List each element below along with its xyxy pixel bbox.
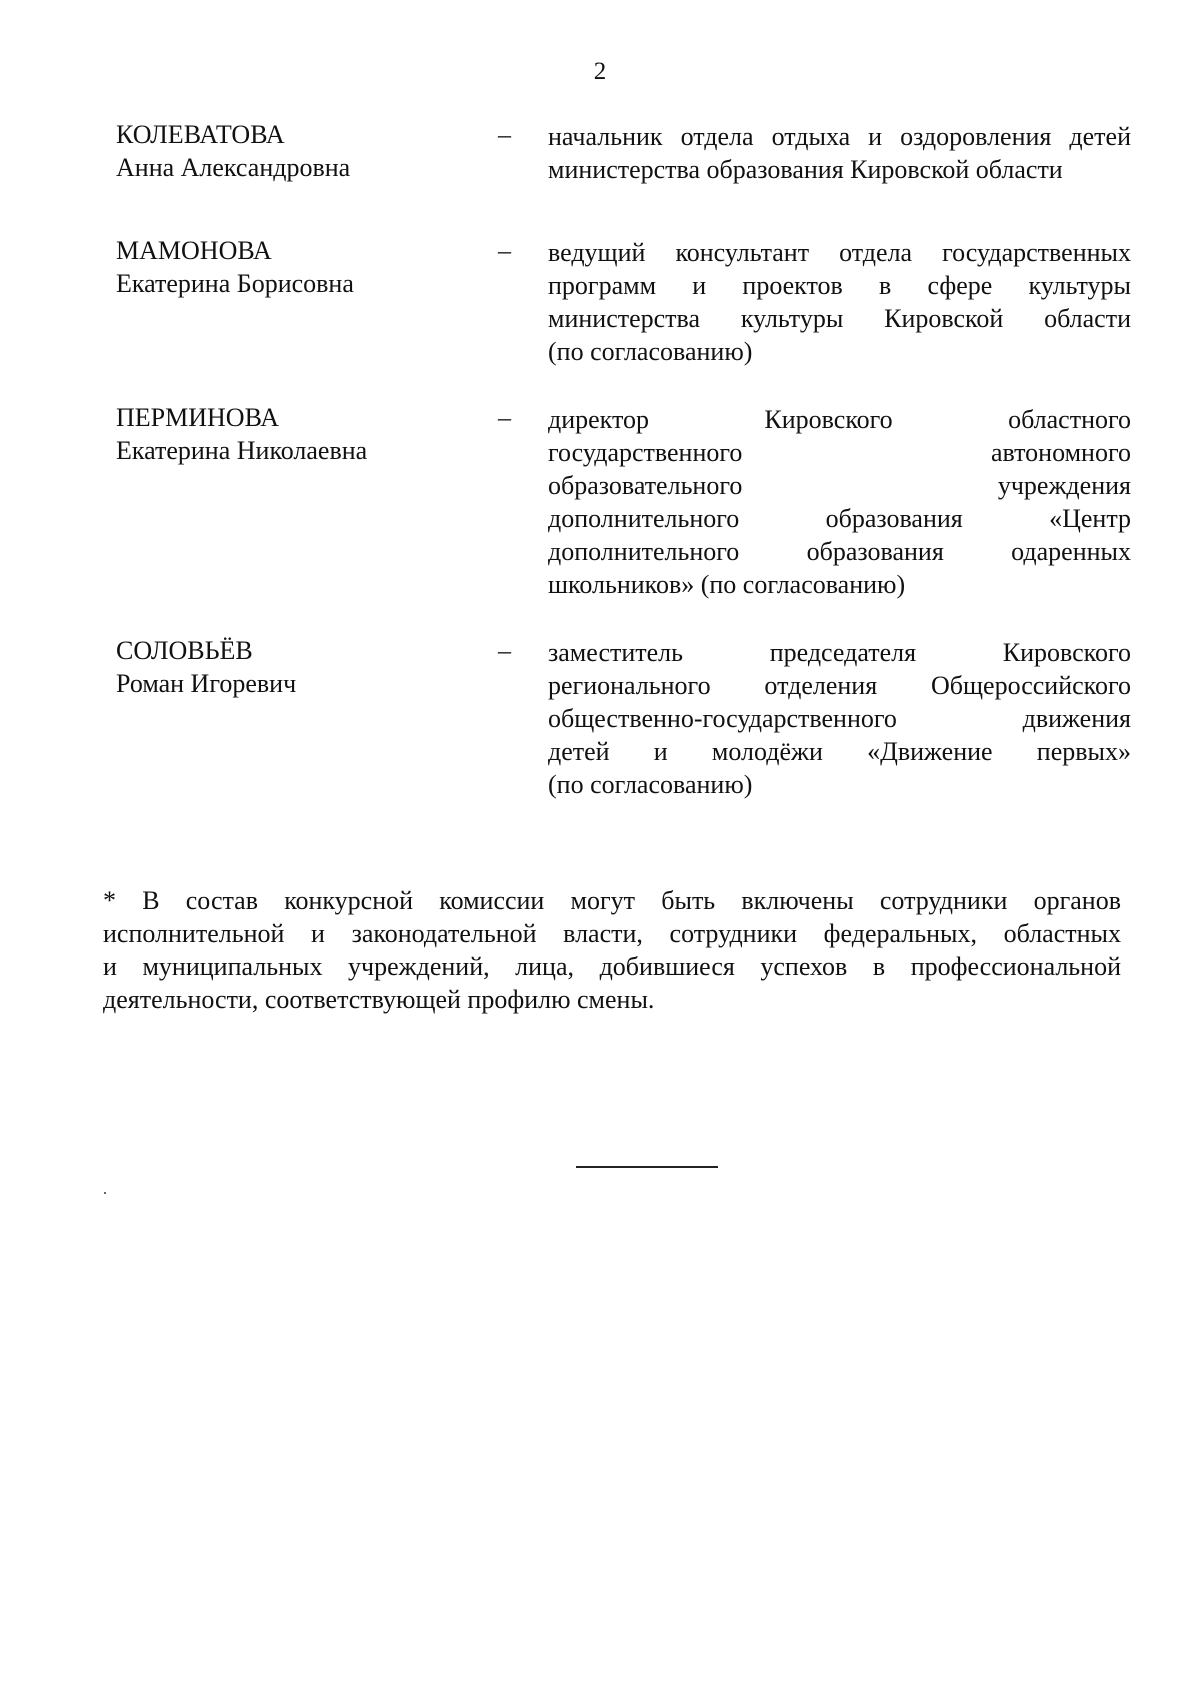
member-position (548, 236, 1131, 368)
member-position-line: (по согласованию) (548, 770, 753, 799)
member-position (548, 403, 1131, 601)
member-position-line: директор Кировского областного (548, 405, 1131, 434)
member-position-line: ведущий консультант отдела государственных (548, 238, 1131, 267)
member-position (548, 120, 1131, 186)
footnote-line: деятельности, соответствующей профилю смены. (103, 985, 655, 1014)
member-position-line: государственного автономного (548, 438, 1131, 467)
member-given-names: Екатерина Николаевна (116, 436, 368, 465)
member-given-names: Екатерина Борисовна (116, 269, 354, 298)
member-position-line: начальник отдела отдыха и оздоровления детей (548, 122, 1131, 151)
end-of-document-rule (576, 1166, 718, 1168)
member-name (116, 634, 486, 700)
member-position-line: программ и проектов в сфере культуры (548, 271, 1131, 300)
member-surname: ПЕРМИНОВА (116, 403, 280, 432)
member-position-line: образовательного учреждения (548, 471, 1131, 500)
member-given-names: Роман Игоревич (116, 669, 297, 698)
member-position-line: дополнительного образования «Центр (548, 504, 1131, 533)
member-position-line: министерства образования Кировской области (548, 155, 1063, 184)
member-position-line: дополнительного образования одаренных (548, 537, 1131, 566)
member-position-line: заместитель председателя Кировского (548, 638, 1131, 667)
member-dash: – (498, 236, 511, 265)
member-dash: – (498, 636, 511, 665)
member-dash: – (498, 120, 511, 149)
footnote-line: исполнительной и законодательной власти, сотрудники федеральных, областных (103, 919, 1121, 948)
footnote (103, 884, 1121, 1016)
member-given-names: Анна Александровна (116, 153, 351, 182)
member-position-line: школьников» (по согласованию) (548, 570, 906, 599)
member-name (116, 234, 486, 300)
member-position-line: детей и молодёжи «Движение первых» (548, 737, 1131, 766)
member-position-line: (по согласованию) (548, 337, 753, 366)
member-position-line: министерства культуры Кировской области (548, 304, 1131, 333)
scan-speck (104, 1192, 106, 1194)
page-number: 2 (593, 58, 607, 85)
member-name (116, 401, 486, 467)
member-surname: МАМОНОВА (116, 236, 272, 265)
member-position-line: регионального отделения Общероссийского (548, 671, 1131, 700)
member-name (116, 118, 486, 184)
footnote-line: * В состав конкурсной комиссии могут быть включены сотрудники органов (103, 886, 1121, 915)
member-surname: СОЛОВЬЁВ (116, 636, 253, 665)
member-position-line: общественно-государственного движения (548, 704, 1131, 733)
member-dash: – (498, 403, 511, 432)
member-position (548, 636, 1131, 801)
footnote-line: и муниципальных учреждений, лица, добившиеся успехов в профессиональной (103, 952, 1121, 981)
member-surname: КОЛЕВАТОВА (116, 120, 285, 149)
